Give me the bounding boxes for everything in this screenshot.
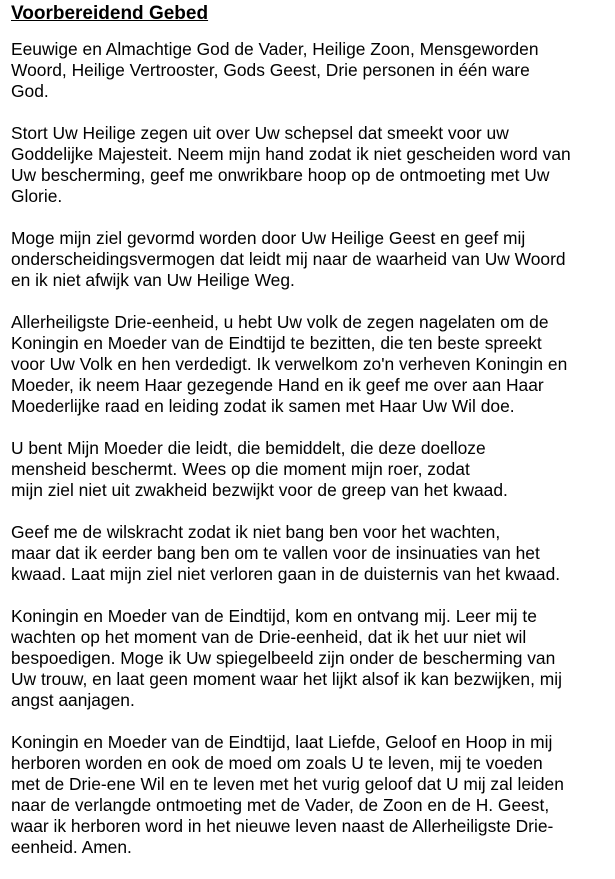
paragraph-4 xyxy=(11,312,611,417)
paragraph-7 xyxy=(11,606,611,711)
paragraph-line: mijn ziel niet uit zwakheid bezwijkt voor de greep van het kwaad. xyxy=(11,480,508,500)
paragraph-line: eenheid. Amen. xyxy=(11,837,132,857)
paragraph-line: kwaad. Laat mijn ziel niet verloren gaan in de duisternis van het kwaad. xyxy=(11,564,561,584)
paragraph-line: Geef me de wilskracht zodat ik niet bang ben voor het wachten, xyxy=(11,522,501,542)
paragraph-line: Koningin en Moeder van de Eindtijd, laat Liefde, Geloof en Hoop in mij xyxy=(11,732,553,752)
document-title: Voorbereidend Gebed xyxy=(11,3,209,24)
paragraph-line: Allerheiligste Drie-eenheid, u hebt Uw volk de zegen nagelaten om de xyxy=(11,312,549,332)
document-page xyxy=(11,3,611,879)
paragraph-line: herboren worden en ook de moed om zoals U te leven, mij te voeden xyxy=(11,753,543,773)
paragraph-line: Glorie. xyxy=(11,186,63,206)
paragraph-line: angst aanjagen. xyxy=(11,690,135,710)
paragraph-line: onderscheidingsvermogen dat leidt mij naar de waarheid van Uw Woord xyxy=(11,249,566,269)
paragraph-line: waar ik herboren word in het nieuwe leven naast de Allerheiligste Drie- xyxy=(11,816,554,836)
paragraph-line: Stort Uw Heilige zegen uit over Uw schepsel dat smeekt voor uw xyxy=(11,123,509,143)
paragraph-line: Moeder, ik neem Haar gezegende Hand en ik geef me over aan Haar xyxy=(11,375,544,395)
paragraph-line: maar dat ik eerder bang ben om te vallen voor de insinuaties van het xyxy=(11,543,540,563)
paragraph-line: Uw trouw, en laat geen moment waar het lijkt alsof ik kan bezwijken, mij xyxy=(11,669,562,689)
paragraph-line: en ik niet afwijk van Uw Heilige Weg. xyxy=(11,270,295,290)
paragraph-8 xyxy=(11,732,611,858)
paragraph-line: met de Drie-ene Wil en te leven met het vurig geloof dat U mij zal leiden xyxy=(11,774,564,794)
paragraph-line: mensheid beschermt. Wees op die moment mijn roer, zodat xyxy=(11,459,470,479)
paragraph-5 xyxy=(11,438,611,501)
paragraph-line: Goddelijke Majesteit. Neem mijn hand zodat ik niet gescheiden word van xyxy=(11,144,571,164)
paragraph-line: naar de verlangde ontmoeting met de Vader, de Zoon en de H. Geest, xyxy=(11,795,550,815)
paragraph-line: wachten op het moment van de Drie-eenheid, dat ik het uur niet wil xyxy=(11,627,527,647)
paragraph-line: voor Uw Volk en hen verdedigt. Ik verwelkom zo'n verheven Koningin en xyxy=(11,354,568,374)
paragraph-1 xyxy=(11,39,611,102)
paragraph-line: Koningin en Moeder van de Eindtijd, kom en ontvang mij. Leer mij te xyxy=(11,606,537,626)
paragraph-line: Eeuwige en Almachtige God de Vader, Heilige Zoon, Mensgeworden xyxy=(11,39,539,59)
paragraph-line: bespoedigen. Moge ik Uw spiegelbeeld zijn onder de bescherming van xyxy=(11,648,556,668)
paragraph-line: Uw bescherming, geef me onwrikbare hoop op de ontmoeting met Uw xyxy=(11,165,550,185)
paragraph-line: Moge mijn ziel gevormd worden door Uw Heilige Geest en geef mij xyxy=(11,228,526,248)
paragraph-line: God. xyxy=(11,81,49,101)
paragraph-line: Koningin en Moeder van de Eindtijd te bezitten, die ten beste spreekt xyxy=(11,333,542,353)
paragraph-2 xyxy=(11,123,611,207)
paragraph-line: Moederlijke raad en leiding zodat ik samen met Haar Uw Wil doe. xyxy=(11,396,515,416)
paragraph-6 xyxy=(11,522,611,585)
paragraph-line: Woord, Heilige Vertrooster, Gods Geest, Drie personen in één ware xyxy=(11,60,530,80)
document-body xyxy=(11,39,611,858)
paragraph-3 xyxy=(11,228,611,291)
paragraph-line: U bent Mijn Moeder die leidt, die bemiddelt, die deze doelloze xyxy=(11,438,486,458)
